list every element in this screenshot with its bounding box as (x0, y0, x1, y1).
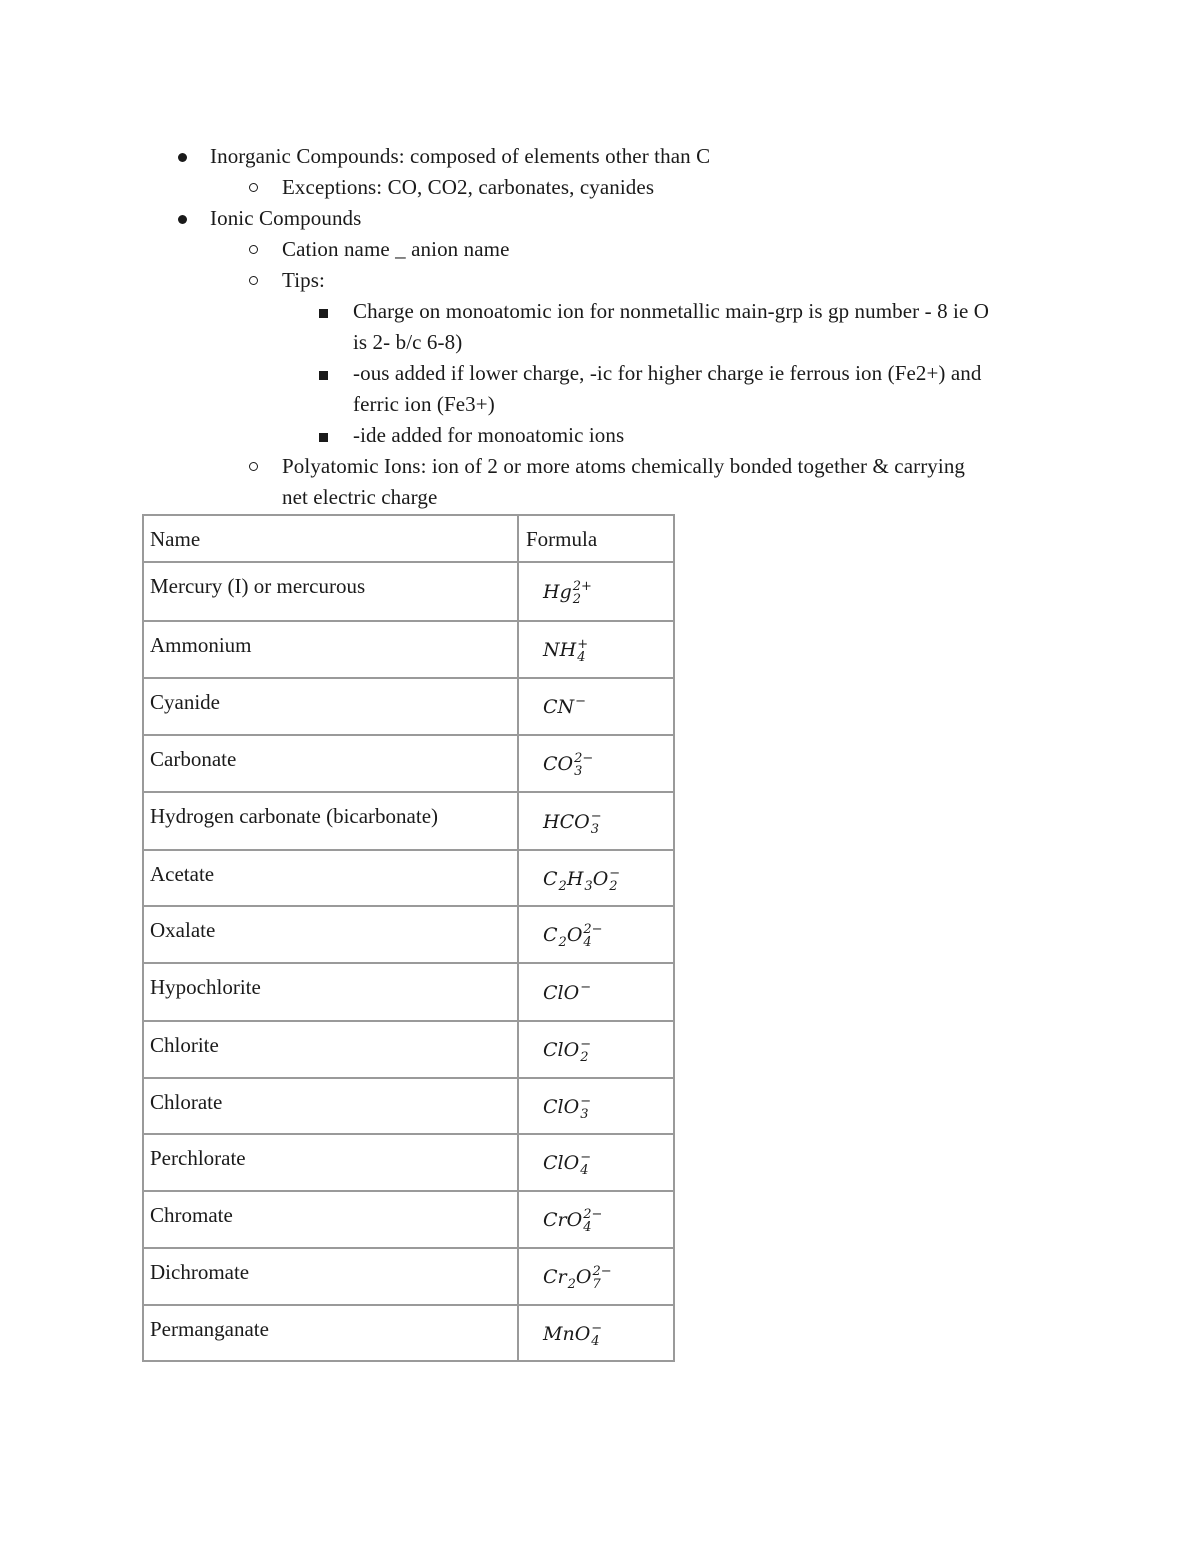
circle-bullet-icon (249, 183, 258, 192)
ion-formula: MnO − 4 (543, 1320, 603, 1349)
ion-formula-cell (518, 1021, 674, 1078)
circle-bullet-icon (249, 462, 258, 471)
table-row (143, 963, 674, 1021)
note-line-charge-a: Charge on monoatomic ion for nonmetallic main-grp is gp number - 8 ie O (353, 299, 989, 323)
ion-formula: C 2 H 3 O − 2 (543, 865, 621, 894)
ion-formula: CO 2− 3 (543, 751, 594, 779)
ion-name-cell: Chromate (143, 1191, 518, 1248)
ion-name-cell: Chlorite (143, 1021, 518, 1078)
square-bullet-icon (319, 309, 328, 318)
ion-formula: Cr 2 O 2− 7 (543, 1264, 612, 1292)
note-line-tips: Tips: (282, 268, 325, 292)
ion-formula: ClO − 3 (543, 1093, 592, 1122)
ion-formula-cell (518, 792, 674, 850)
ion-name-cell: Perchlorate (143, 1134, 518, 1191)
table-row (143, 850, 674, 906)
ion-name-cell: Oxalate (143, 906, 518, 963)
table-row (143, 735, 674, 792)
disc-bullet-icon (178, 153, 187, 162)
table-row (143, 1021, 674, 1078)
table-row (143, 1078, 674, 1134)
note-line-ous-b: ferric ion (Fe3+) (353, 392, 495, 416)
ion-formula-cell (518, 678, 674, 735)
ion-formula-cell (518, 1191, 674, 1248)
ion-formula: Hg 2+ 2 (543, 579, 592, 607)
table-row (143, 1248, 674, 1305)
ion-formula: CrO 2− 4 (543, 1207, 603, 1235)
ion-name-cell: Acetate (143, 850, 518, 906)
note-line-ionic: Ionic Compounds (210, 206, 362, 230)
ion-formula-cell (518, 1305, 674, 1361)
table-row (143, 906, 674, 963)
ion-name-cell: Ammonium (143, 621, 518, 678)
circle-bullet-icon (249, 245, 258, 254)
table-row (143, 792, 674, 850)
table-row (143, 562, 674, 621)
ion-formula-cell (518, 850, 674, 906)
ion-formula: ClO − (543, 979, 592, 1004)
ion-formula-cell (518, 1134, 674, 1191)
header-name-cell: Name (143, 515, 518, 562)
ion-formula-cell (518, 906, 674, 963)
table-header-row (143, 515, 674, 562)
circle-bullet-icon (249, 276, 258, 285)
square-bullet-icon (319, 433, 328, 442)
polyatomic-ions-table (142, 514, 675, 1362)
ion-name-cell: Hydrogen carbonate (bicarbonate) (143, 792, 518, 850)
ion-formula: HCO − 3 (543, 808, 602, 837)
table-row (143, 621, 674, 678)
note-line-exceptions: Exceptions: CO, CO2, carbonates, cyanides (282, 175, 655, 199)
table-row (143, 678, 674, 735)
header-formula-cell: Formula (518, 515, 674, 562)
note-line-cation-anion: Cation name _ anion name (282, 237, 510, 261)
table-row (143, 1134, 674, 1191)
ion-formula: CN − (543, 694, 587, 718)
ion-formula: ClO − 2 (543, 1037, 592, 1065)
ion-name-cell: Mercury (I) or mercurous (143, 562, 518, 621)
note-line-polyatomic-a: Polyatomic Ions: ion of 2 or more atoms chemically bonded together & carrying (282, 454, 966, 478)
ion-name-cell: Hypochlorite (143, 963, 518, 1021)
note-line-inorganic: Inorganic Compounds: composed of elements other than C (210, 144, 711, 168)
ion-formula: ClO − 4 (543, 1150, 592, 1178)
table-row (143, 1305, 674, 1361)
ion-formula-cell (518, 735, 674, 792)
note-line-ide: -ide added for monoatomic ions (353, 423, 625, 447)
square-bullet-icon (319, 371, 328, 380)
ion-formula-cell (518, 1248, 674, 1305)
ion-name-cell: Carbonate (143, 735, 518, 792)
ion-name-cell: Permanganate (143, 1305, 518, 1361)
note-line-charge-b: is 2- b/c 6-8) (353, 330, 463, 354)
ion-formula-cell (518, 562, 674, 621)
ion-formula: C 2 O 2− 4 (543, 922, 603, 950)
table-row (143, 1191, 674, 1248)
ion-name-cell: Cyanide (143, 678, 518, 735)
note-line-ous-a: -ous added if lower charge, -ic for higher charge ie ferrous ion (Fe2+) and (353, 361, 982, 385)
note-line-polyatomic-b: net electric charge (282, 485, 438, 509)
ion-name-cell: Chlorate (143, 1078, 518, 1134)
ion-formula: NH + 4 (543, 637, 589, 665)
ion-formula-cell (518, 621, 674, 678)
disc-bullet-icon (178, 215, 187, 224)
ion-name-cell: Dichromate (143, 1248, 518, 1305)
ion-formula-cell (518, 963, 674, 1021)
ion-formula-cell (518, 1078, 674, 1134)
